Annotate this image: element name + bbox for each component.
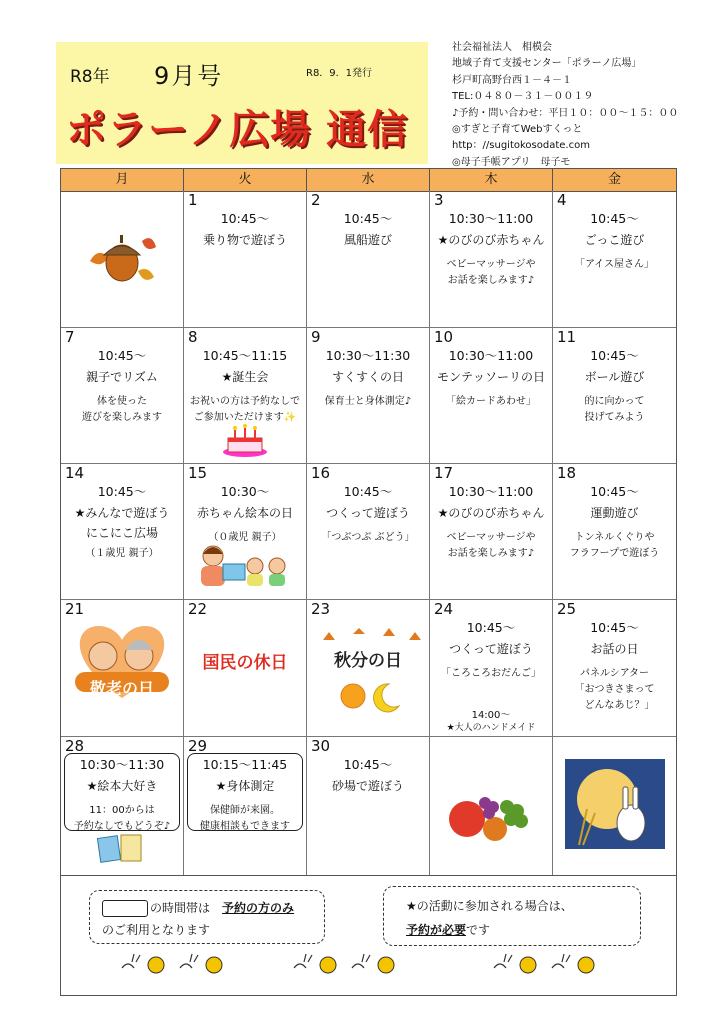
org-line: 地域子育て支援センター「ポラーノ広場」 bbox=[452, 58, 642, 70]
org-line: ♪予約・問い合わせ：平日１０：００～１５：００ bbox=[452, 107, 679, 119]
day-number: 17 bbox=[434, 464, 454, 482]
org-line: ◎母子手帳アプリ 母子モ bbox=[452, 156, 571, 168]
day-number: 7 bbox=[65, 328, 75, 346]
event-note: 「ころころおだんご」 bbox=[441, 668, 541, 679]
reservation-only-note bbox=[89, 890, 325, 944]
event-title: 乗り物で遊ぼう bbox=[202, 233, 287, 247]
weekday-header bbox=[61, 169, 676, 192]
header-banner bbox=[56, 42, 428, 164]
kids-illustration bbox=[184, 542, 306, 594]
event-time: 10:15～11:45 bbox=[202, 757, 288, 772]
event-title: ★のびのび赤ちゃん bbox=[437, 233, 545, 247]
weekday-3: 木 bbox=[430, 169, 553, 191]
calendar-cell bbox=[184, 464, 307, 600]
illustration-label: 秋分の日 bbox=[334, 651, 402, 671]
day-number: 23 bbox=[311, 600, 331, 618]
event-time: 10:45～ bbox=[343, 484, 393, 499]
organization-info bbox=[452, 40, 722, 171]
fruit-illustration bbox=[430, 777, 552, 851]
day-number: 24 bbox=[434, 600, 454, 618]
calendar-cell bbox=[61, 600, 184, 737]
event-time: 10:30～11:30 bbox=[79, 757, 165, 772]
calendar-cell bbox=[61, 464, 184, 600]
event-time: 10:30～11:00 bbox=[448, 211, 534, 226]
decoration-rabbit-moon bbox=[490, 950, 620, 980]
event-time: 10:45～ bbox=[343, 757, 393, 772]
event-note: （１歳児 親子） bbox=[85, 548, 159, 559]
day-number: 18 bbox=[557, 464, 577, 482]
day-number: 3 bbox=[434, 191, 444, 209]
calendar-cell bbox=[307, 737, 430, 875]
day-number: 29 bbox=[188, 737, 208, 755]
event-note: 保育士と身体測定♪ bbox=[324, 396, 412, 407]
weekday-0: 月 bbox=[61, 169, 184, 191]
event-title: 親子でリズム bbox=[86, 370, 158, 384]
event-time: 10:45～ bbox=[97, 484, 147, 499]
event-title: ボール遊び bbox=[584, 370, 645, 384]
event-title: つくって遊ぼう bbox=[449, 642, 533, 656]
calendar-cell bbox=[184, 191, 307, 328]
calendar-cell bbox=[61, 328, 184, 464]
calendar-cell bbox=[184, 328, 307, 464]
event-note: 保健師が来園。 健康相談もできます bbox=[200, 805, 290, 832]
event-title: モンテッソーリの日 bbox=[436, 370, 545, 384]
day-number: 21 bbox=[65, 600, 85, 618]
weekday-4: 金 bbox=[607, 172, 621, 187]
day-number: 4 bbox=[557, 191, 567, 209]
day-number: 30 bbox=[311, 737, 331, 755]
calendar-cell bbox=[61, 737, 184, 875]
moon-illustration bbox=[553, 759, 676, 853]
event-title: 風船遊び bbox=[343, 233, 392, 247]
issue-date: R8．9．1発行 bbox=[306, 68, 373, 79]
event-title: 赤ちゃん絵本の日 bbox=[196, 506, 293, 520]
event-note: ベビーマッサージや お話を楽しみます♪ bbox=[446, 532, 536, 559]
event-note: 「つぶつぶ ぶどう」 bbox=[321, 532, 415, 543]
legend-text: のご利用となります bbox=[102, 923, 211, 937]
calendar-cell bbox=[307, 191, 430, 328]
event-time: 10:45～11:15 bbox=[202, 348, 288, 363]
event-calendar bbox=[60, 168, 677, 876]
org-line: ◎すぎと子育てWebすくっと bbox=[452, 124, 583, 136]
star-activity-note bbox=[383, 886, 641, 946]
event-time: 10:45～ bbox=[220, 211, 270, 226]
day-number: 15 bbox=[188, 464, 208, 482]
decoration-rabbit-moon bbox=[290, 950, 420, 980]
issue-month: 9月号 bbox=[154, 62, 224, 90]
org-line: TEL:０４８０－３１－００１９ bbox=[452, 91, 594, 103]
legend-emphasis: 予約が必要 bbox=[406, 923, 467, 937]
calendar-cell bbox=[553, 737, 676, 875]
illustration-label: 国民の休日 bbox=[202, 653, 288, 673]
calendar-cell bbox=[553, 191, 676, 328]
event-note: 的に向かって 投げてみよう bbox=[584, 396, 645, 423]
event-note: 11：00からは 予約なしでもどうぞ♪ bbox=[73, 805, 171, 832]
day-number: 10 bbox=[434, 328, 454, 346]
event-note: ベビーマッサージや お話を楽しみます♪ bbox=[446, 259, 536, 286]
event-time: 10:30～11:00 bbox=[448, 484, 534, 499]
calendar-cell bbox=[430, 191, 553, 328]
day-number: 28 bbox=[65, 737, 85, 755]
day-number: 11 bbox=[557, 328, 577, 346]
books-illustration bbox=[61, 831, 183, 867]
org-line: 社会福祉法人 相模会 bbox=[452, 42, 552, 53]
legend-emphasis: 予約の方のみ bbox=[222, 901, 295, 915]
day-number: 22 bbox=[188, 600, 208, 618]
event-time: 10:30～ bbox=[220, 484, 270, 499]
calendar-cell bbox=[307, 464, 430, 600]
event-time: 10:45～ bbox=[590, 484, 639, 499]
day-number: 16 bbox=[311, 464, 331, 482]
event-title: ★誕生会 bbox=[221, 370, 269, 384]
day-number: 2 bbox=[311, 191, 321, 209]
calendar-cell bbox=[184, 600, 307, 737]
day-number: 25 bbox=[557, 600, 577, 618]
event-title: お話の日 bbox=[590, 642, 639, 656]
calendar-cell bbox=[553, 600, 676, 737]
org-line: 杉戸町高野台西１－４－１ bbox=[452, 74, 572, 86]
day-number: 1 bbox=[188, 191, 198, 209]
event-note: （０歳児 親子） bbox=[208, 532, 282, 543]
day-number: 14 bbox=[65, 464, 85, 482]
event-title: つくって遊ぼう bbox=[326, 506, 410, 520]
event-time: 10:45～ bbox=[97, 348, 147, 363]
acorn-illustration bbox=[61, 221, 183, 295]
calendar-cell bbox=[430, 464, 553, 600]
time-box-symbol bbox=[102, 900, 148, 917]
day-number: 8 bbox=[188, 328, 198, 346]
event-note: お祝いの方は予約なしで ご参加いただけます✨ bbox=[190, 396, 300, 423]
calendar-cell bbox=[184, 737, 307, 875]
calendar-cell bbox=[307, 600, 430, 737]
extra-time: 14:00～ bbox=[471, 710, 511, 721]
extra-note: ★大人のハンドメイド bbox=[446, 723, 536, 733]
event-title: ★みんなで遊ぼう bbox=[74, 506, 170, 520]
event-note: 「アイス屋さん」 bbox=[575, 259, 654, 270]
event-title: ★身体測定 bbox=[215, 779, 275, 793]
calendar-cell bbox=[430, 737, 553, 875]
issue-year: R8年 bbox=[70, 67, 110, 87]
calendar-cell bbox=[307, 328, 430, 464]
event-title-2: にこにこ広場 bbox=[85, 526, 158, 540]
event-note: トンネルくぐりや フラフープで遊ぼう bbox=[569, 532, 660, 559]
calendar-cell bbox=[553, 464, 676, 600]
calendar-cell bbox=[430, 600, 553, 737]
event-time: 10:45～ bbox=[590, 620, 639, 635]
cake-illustration bbox=[184, 422, 306, 462]
event-note: パネルシアター 「おつきさまって どんなあじ？」 bbox=[574, 668, 655, 711]
event-title: 砂場で遊ぼう bbox=[331, 779, 404, 793]
event-time: 10:45～ bbox=[343, 211, 393, 226]
event-title: ★のびのび赤ちゃん bbox=[437, 506, 545, 520]
event-title: ★絵本大好き bbox=[86, 779, 158, 793]
event-title: ごっこ遊び bbox=[584, 233, 645, 247]
event-note: 「絵カードあわせ」 bbox=[446, 396, 536, 407]
autumn-illustration bbox=[307, 626, 429, 720]
weekday-1: 火 bbox=[184, 169, 307, 191]
decoration-rabbit-moon bbox=[118, 950, 248, 980]
illustration-label: 敬老の日 bbox=[89, 679, 154, 698]
event-note: 体を使った 遊びを楽しみます bbox=[82, 396, 162, 423]
legend-text: です bbox=[466, 923, 491, 937]
calendar-cell bbox=[430, 328, 553, 464]
event-time: 10:45～ bbox=[466, 620, 516, 635]
weekday-2: 水 bbox=[307, 169, 430, 191]
newsletter-title: ポラーノ広場 通信 bbox=[66, 107, 409, 153]
event-time: 10:45～ bbox=[590, 211, 639, 226]
legend-text: の時間帯は bbox=[150, 901, 211, 915]
calendar-cell bbox=[61, 191, 184, 328]
legend-text: ★の活動に参加される場合は、 bbox=[406, 899, 573, 913]
calendar-cell bbox=[553, 328, 676, 464]
event-time: 10:30～11:00 bbox=[448, 348, 534, 363]
event-time: 10:30～11:30 bbox=[325, 348, 411, 363]
day-number: 9 bbox=[311, 328, 321, 346]
event-time: 10:45～ bbox=[590, 348, 639, 363]
event-title: 運動遊び bbox=[590, 506, 639, 520]
event-title: すくすくの日 bbox=[331, 370, 404, 384]
org-line: http：//sugitokosodate.com bbox=[452, 140, 590, 152]
